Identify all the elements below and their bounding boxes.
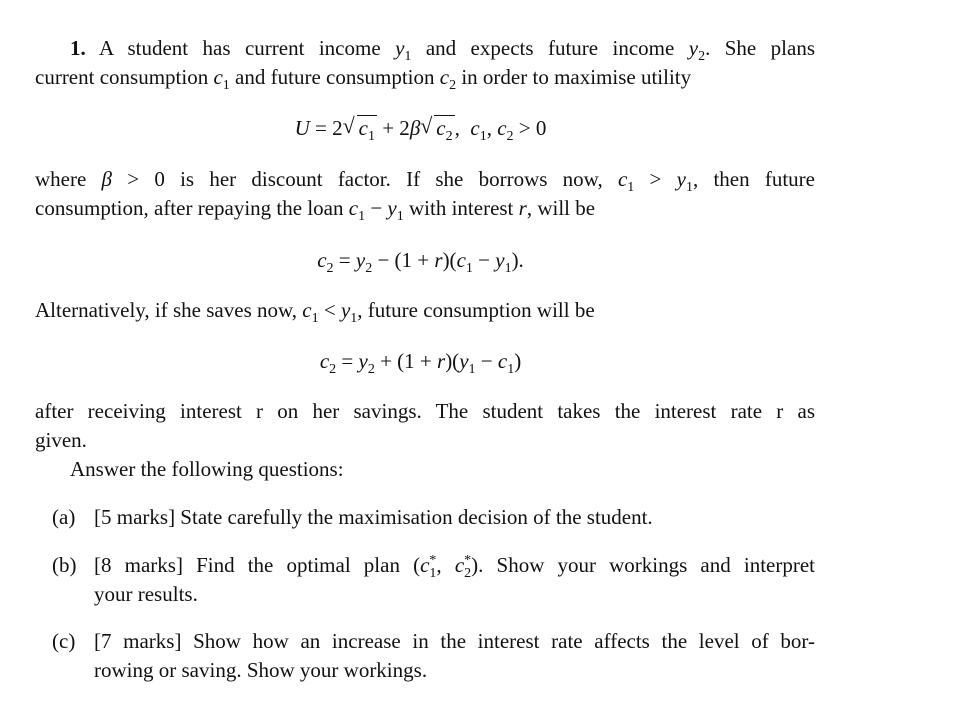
question-c-label: (c) — [52, 629, 76, 653]
borrow-equation: $c_2 = y_2 - (1 + r)(c_1 - y_1)$. — [317, 248, 524, 277]
para4-line-2: given. — [35, 428, 87, 452]
para3-line-1: Alternatively, if she saves now, $c_1 < y_1$, future consumption will be — [35, 298, 595, 327]
question-number: 1. — [70, 36, 86, 60]
para2-line-2: consumption, after repaying the loan $c_1 - y_1$ with interest r, will be — [35, 196, 596, 225]
para2-line-1: where β > 0 is her discount factor. If she borrows now, $c_1 > y_1$, then future — [35, 167, 815, 196]
para4-line-1: after receiving interest r on her savings. The student takes the interest rate r as — [35, 399, 815, 423]
question-a-text: [5 marks] State carefully the maximisation decision of the student. — [94, 505, 653, 529]
save-equation: $c_2 = y_2 + (1 + r)(y_1 - c_1)$ — [319, 349, 522, 378]
question-b-text-1: [8 marks] Find the optimal plan ($c^*_1$, $c^*_2$). Show your workings and interpret — [94, 553, 816, 582]
question-c-text-1: [7 marks] Show how an increase in the interest rate affects the level of bor- — [94, 629, 815, 653]
question-b-text-2: your results. — [94, 582, 198, 606]
intro-line-1 — [70, 34, 815, 65]
intro-text-1a: A student has current income $y_1$ — [99, 36, 412, 65]
intro-line-2: current consumption $c_1$ and future consumption $c_2$ in order to maximise utility — [35, 65, 692, 94]
answer-prompt: Answer the following questions: — [70, 457, 344, 481]
question-c-text-2: rowing or saving. Show your workings. — [94, 658, 428, 682]
question-a-label: (a) — [52, 505, 76, 529]
intro-text-1b: and expects future income $y_2$. She plans — [425, 36, 815, 65]
question-b-label: (b) — [52, 553, 77, 577]
utility-equation: U = 2√ $c_1 + 2\beta√$ $c_2$, $c_1$, $c_2 > 0$ — [0, 114, 901, 142]
